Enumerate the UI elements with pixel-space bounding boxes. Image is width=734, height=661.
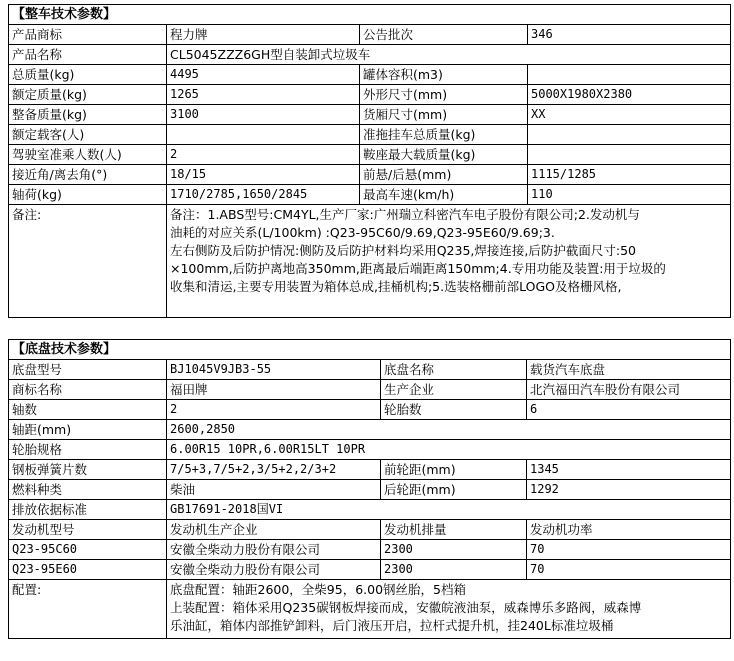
chassis-name-value: 载货汽车底盘 bbox=[527, 360, 731, 380]
vehicle-section-header bbox=[9, 5, 731, 25]
cell-label: 轴数 bbox=[9, 400, 167, 420]
tire-spec-value: 6.00R15 10PR,6.00R15LT 10PR bbox=[167, 440, 731, 460]
maker-value: 北汽福田汽车股份有限公司 bbox=[527, 380, 731, 400]
cell-label: 整备质量(kg) bbox=[9, 105, 167, 125]
notes-row bbox=[9, 205, 731, 318]
cell-value: 110 bbox=[528, 185, 731, 205]
engine-row bbox=[9, 560, 731, 580]
table-row bbox=[9, 185, 731, 205]
engine-power: 70 bbox=[527, 540, 731, 560]
engine-power: 70 bbox=[527, 560, 731, 580]
cell-value bbox=[528, 65, 731, 85]
table-row bbox=[9, 460, 731, 480]
notes-line: ×100mm,后防护离地高350mm,距离最后端距离150mm;4.专用功能及装置:用于垃圾的 bbox=[170, 261, 666, 276]
table-row bbox=[9, 85, 731, 105]
cell-value: 3100 bbox=[167, 105, 360, 125]
config-row bbox=[9, 580, 731, 639]
table-row bbox=[9, 145, 731, 165]
cell-label: 底盘型号 bbox=[9, 360, 167, 380]
table-row bbox=[9, 400, 731, 420]
engine-maker: 安徽全柴动力股份有限公司 bbox=[167, 540, 381, 560]
cell-label: 排放依据标准 bbox=[9, 500, 167, 520]
table-row bbox=[9, 440, 731, 460]
notes-label: 备注: bbox=[9, 205, 167, 318]
table-row bbox=[9, 25, 731, 45]
engine-header: 发动机生产企业 bbox=[167, 520, 381, 540]
cell-value: 1115/1285 bbox=[528, 165, 731, 185]
engine-maker: 安徽全柴动力股份有限公司 bbox=[167, 560, 381, 580]
cell-label: 接近角/离去角(°) bbox=[9, 165, 167, 185]
cell-label: 前悬/后悬(mm) bbox=[360, 165, 528, 185]
table-row bbox=[9, 500, 731, 520]
cell-label: 生产企业 bbox=[381, 380, 527, 400]
notes-line: 收集和清运,主要专用装置为箱体总成,挂桶机构;5.选装格栅前部LOGO及格栅风格, bbox=[170, 279, 622, 294]
config-line: 上装配置：箱体采用Q235碳钢板焊接而成，安徽皖液油泵，威森博乐多路阀，威森博 bbox=[170, 600, 642, 615]
cell-label: 底盘名称 bbox=[381, 360, 527, 380]
cell-value bbox=[528, 125, 731, 145]
cell-value: XX bbox=[528, 105, 731, 125]
cell-value: 1710/2785,1650/2845 bbox=[167, 185, 360, 205]
engine-header-row bbox=[9, 520, 731, 540]
engine-model: Q23-95E60 bbox=[9, 560, 167, 580]
cell-label: 轮胎规格 bbox=[9, 440, 167, 460]
rear-track-value: 1292 bbox=[527, 480, 731, 500]
brand-value: 福田牌 bbox=[167, 380, 381, 400]
front-track-value: 1345 bbox=[527, 460, 731, 480]
product-name-value: CL5045ZZZ6GH型自装卸式垃圾车 bbox=[167, 45, 731, 65]
table-row bbox=[9, 380, 731, 400]
notes-content bbox=[167, 205, 731, 318]
table-row bbox=[9, 165, 731, 185]
engine-row bbox=[9, 540, 731, 560]
cell-label: 轴荷(kg) bbox=[9, 185, 167, 205]
cell-value: 1265 bbox=[167, 85, 360, 105]
notes-line: 备注：1.ABS型号:CM4YL,生产厂家:广州瑞立科密汽车电子股份有限公司;2.发动机与 bbox=[170, 207, 640, 222]
cell-label: 罐体容积(m3) bbox=[360, 65, 528, 85]
wheelbase-value: 2600,2850 bbox=[167, 420, 731, 440]
cell-label: 轮胎数 bbox=[381, 400, 527, 420]
config-line: 底盘配置：轴距2600，全柴95，6.00钢丝胎，5档箱 bbox=[170, 582, 467, 597]
cell-label: 最高车速(km/h) bbox=[360, 185, 528, 205]
config-label: 配置: bbox=[9, 580, 167, 639]
spring-value: 7/5+3,7/5+2,3/5+2,2/3+2 bbox=[167, 460, 381, 480]
engine-header: 发动机排量 bbox=[381, 520, 527, 540]
cell-label: 驾驶室准乘人数(人) bbox=[9, 145, 167, 165]
cell-value: 5000X1980X2380 bbox=[528, 85, 731, 105]
engine-header: 发动机型号 bbox=[9, 520, 167, 540]
cell-value: 程力牌 bbox=[167, 25, 360, 45]
cell-label: 前轮距(mm) bbox=[381, 460, 527, 480]
chassis-section-header bbox=[9, 340, 731, 360]
cell-label: 准拖挂车总质量(kg) bbox=[360, 125, 528, 145]
vehicle-section-title: 【整车技术参数】 bbox=[9, 5, 731, 25]
cell-label: 公告批次 bbox=[360, 25, 528, 45]
cell-label: 燃料种类 bbox=[9, 480, 167, 500]
table-row bbox=[9, 360, 731, 380]
cell-value bbox=[167, 125, 360, 145]
table-row bbox=[9, 105, 731, 125]
engine-displacement: 2300 bbox=[381, 560, 527, 580]
cell-value: 4495 bbox=[167, 65, 360, 85]
cell-label: 商标名称 bbox=[9, 380, 167, 400]
engine-model: Q23-95C60 bbox=[9, 540, 167, 560]
table-row bbox=[9, 480, 731, 500]
cell-label: 鞍座最大载质量(kg) bbox=[360, 145, 528, 165]
cell-label: 产品商标 bbox=[9, 25, 167, 45]
cell-label: 货厢尺寸(mm) bbox=[360, 105, 528, 125]
cell-label: 总质量(kg) bbox=[9, 65, 167, 85]
cell-label: 额定载客(人) bbox=[9, 125, 167, 145]
table-row bbox=[9, 45, 731, 65]
axles-value: 2 bbox=[167, 400, 381, 420]
fuel-value: 柴油 bbox=[167, 480, 381, 500]
cell-label: 后轮距(mm) bbox=[381, 480, 527, 500]
chassis-spec-table bbox=[8, 339, 731, 639]
cell-value: 2 bbox=[167, 145, 360, 165]
notes-line: 油耗的对应关系(L/100km) :Q23-95C60/9.69,Q23-95E60/9.69;3. bbox=[170, 225, 555, 240]
table-row bbox=[9, 420, 731, 440]
tires-count-value: 6 bbox=[527, 400, 731, 420]
config-line: 乐油缸，箱体内部推铲卸料，后门液压开启，拉杆式提升机，挂240L标准垃圾桶 bbox=[170, 618, 614, 633]
cell-label: 额定质量(kg) bbox=[9, 85, 167, 105]
cell-label: 轴距(mm) bbox=[9, 420, 167, 440]
emission-value: GB17691-2018国VI bbox=[167, 500, 731, 520]
cell-value bbox=[528, 145, 731, 165]
notes-line: 左右侧防及后防护情况:侧防及后防护材料均采用Q235,焊接连接,后防护截面尺寸:50 bbox=[170, 243, 636, 258]
config-content bbox=[167, 580, 731, 639]
chassis-model-value: BJ1045V9JB3-55 bbox=[167, 360, 381, 380]
engine-header: 发动机功率 bbox=[527, 520, 731, 540]
table-row bbox=[9, 125, 731, 145]
cell-value: 346 bbox=[528, 25, 731, 45]
cell-label: 产品名称 bbox=[9, 45, 167, 65]
vehicle-spec-table bbox=[8, 4, 731, 318]
chassis-section-title: 【底盘技术参数】 bbox=[9, 340, 731, 360]
cell-label: 钢板弹簧片数 bbox=[9, 460, 167, 480]
cell-label: 外形尺寸(mm) bbox=[360, 85, 528, 105]
cell-value: 18/15 bbox=[167, 165, 360, 185]
engine-displacement: 2300 bbox=[381, 540, 527, 560]
table-row bbox=[9, 65, 731, 85]
